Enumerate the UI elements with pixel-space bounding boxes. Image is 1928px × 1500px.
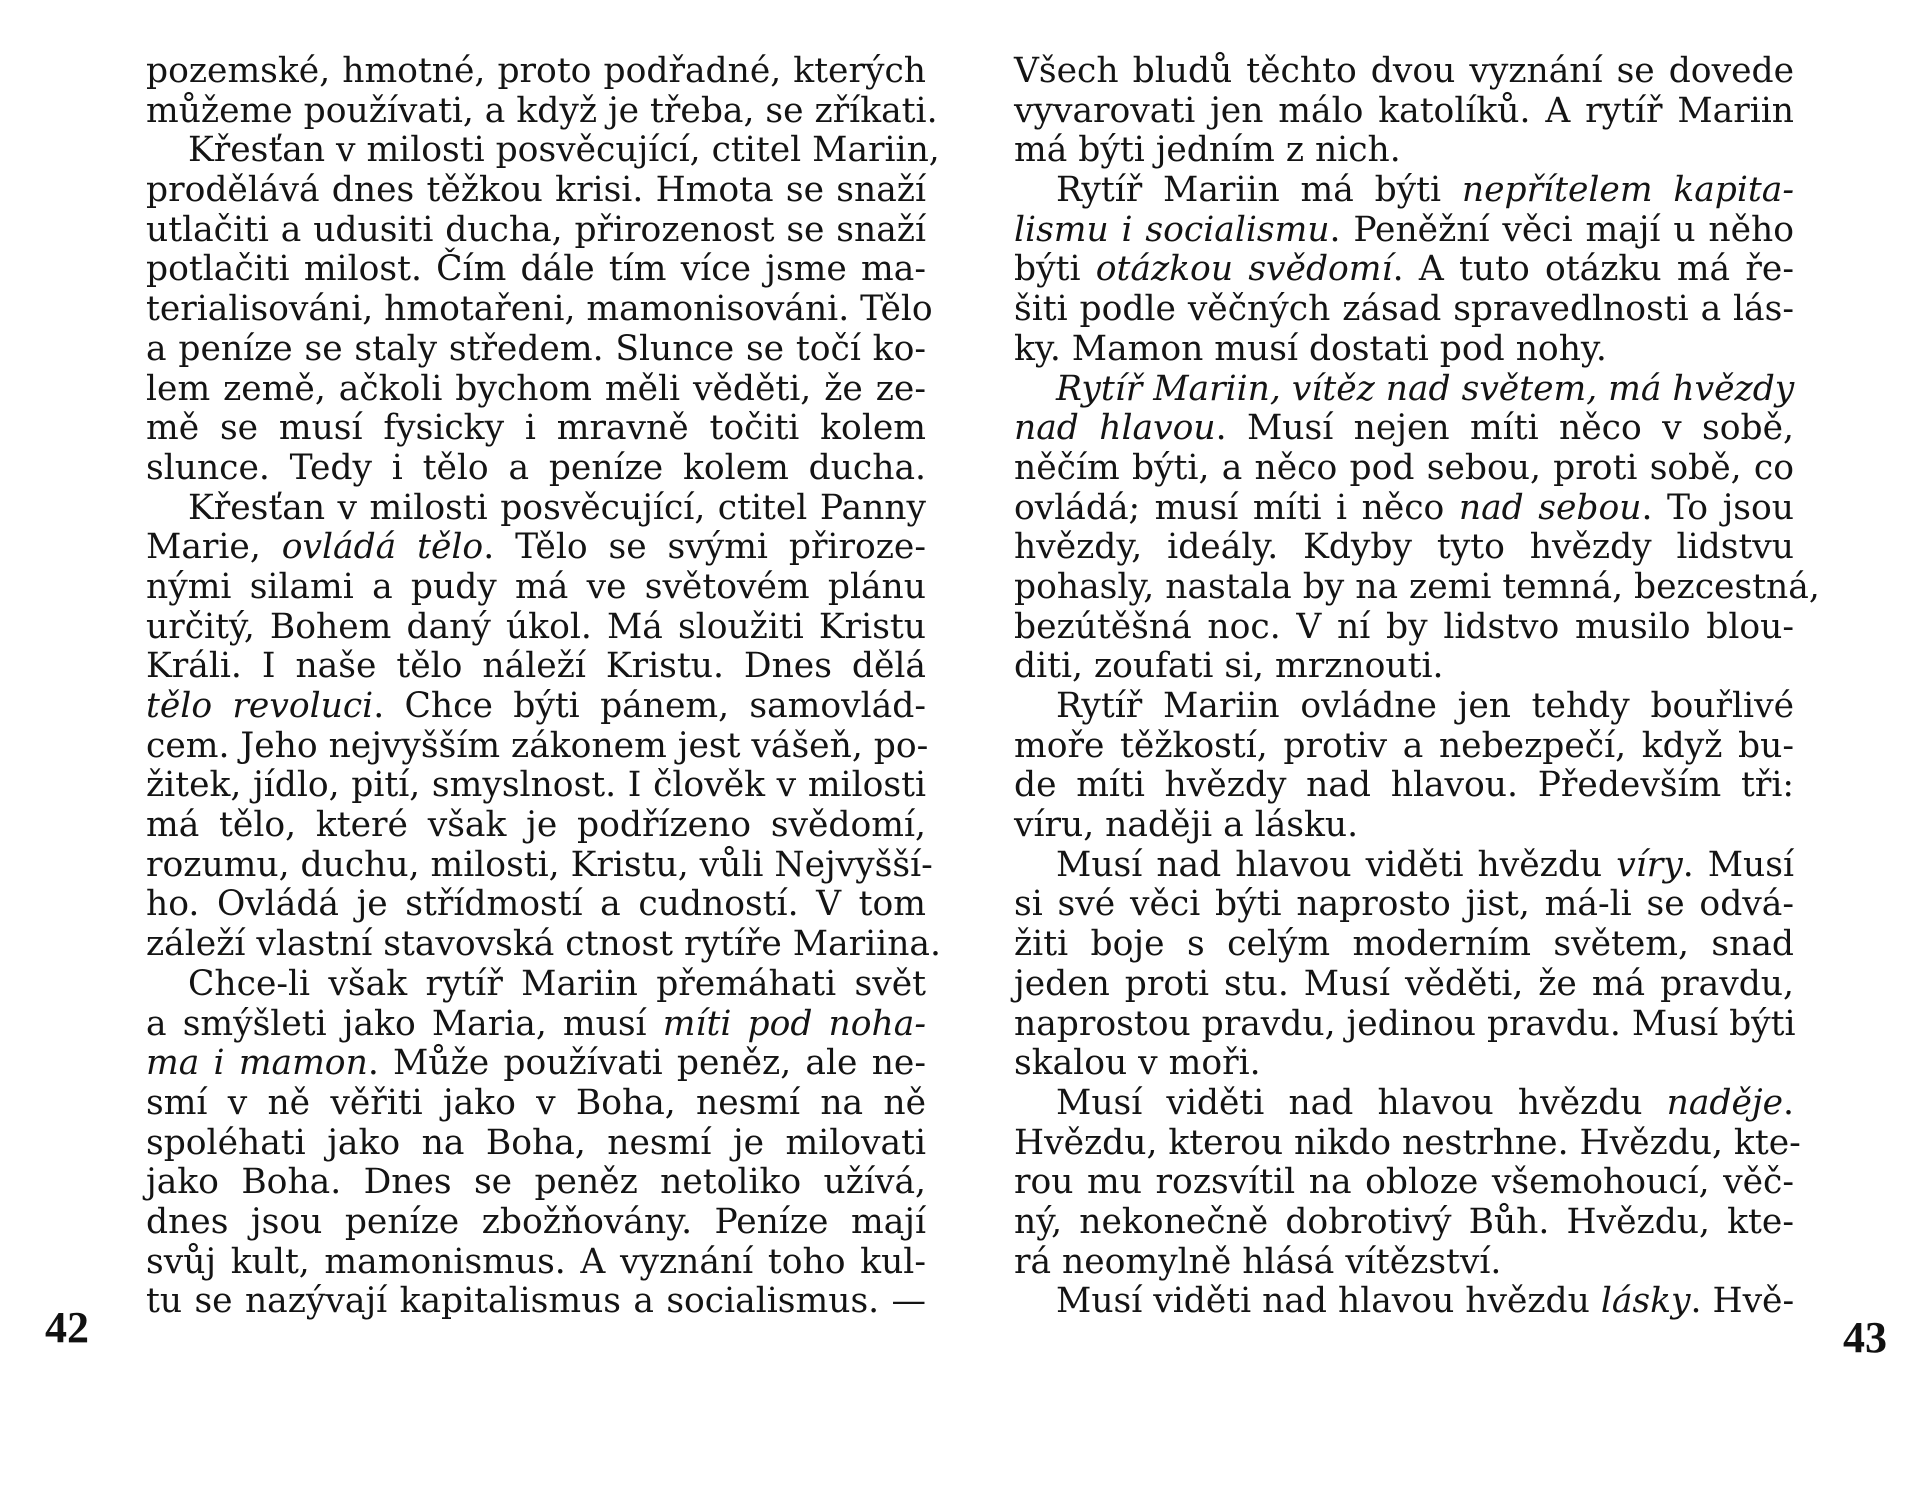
- text-span: Křesťan v milosti posvěcující, ctitel Mariin,: [188, 130, 940, 171]
- text-line: [146, 528, 926, 568]
- text-line: [146, 568, 926, 608]
- text-line: [146, 250, 926, 290]
- text-span: moře těžkostí, protiv a nebezpečí, když bu-: [1014, 725, 1794, 766]
- text-span: žitek, jídlo, pití, smyslnost. I člověk v milosti: [146, 765, 926, 806]
- text-line: [146, 130, 940, 171]
- text-line: [146, 52, 926, 92]
- text-span: hvězdy, ideály. Kdyby tyto hvězdy lidstvu: [1014, 527, 1794, 568]
- text-line: [1014, 566, 1820, 608]
- text-span: pohasly, nastala by na zemi temná, bezcestná,: [1014, 566, 1820, 607]
- text-span: záleží vlastní stavovská ctnost rytíře Mariina.: [146, 924, 941, 965]
- text-line: [146, 489, 926, 529]
- text-span: spoléhati jako na Boha, nesmí je milovati: [146, 1122, 926, 1163]
- text-span: rá neomylně hlásá vítězství.: [1014, 1241, 1502, 1282]
- text-span: utlačiti a udusiti ducha, přirozenost se snaží: [146, 209, 926, 250]
- italic-text: nepřítelem kapita-: [1461, 170, 1795, 211]
- italic-text: nad hlavou: [1014, 408, 1216, 449]
- text-line: [146, 766, 926, 806]
- text-line: [146, 171, 926, 211]
- text-line: [146, 211, 926, 251]
- text-span: Musí viděti nad hlavou hvězdu: [1056, 1082, 1667, 1123]
- text-span: Rytíř Mariin ovládne jen tehdy bouřlivé: [1056, 686, 1794, 726]
- text-span: Chce-li však rytíř Mariin přemáhati svět: [188, 963, 926, 1004]
- text-line: [1014, 489, 1794, 529]
- text-span: . Chce býti pánem, samovlád-: [373, 686, 926, 726]
- text-span: prodělává dnes těžkou krisi. Hmota se snaží: [146, 170, 926, 211]
- text-span: si své věci býti naprosto jist, má-li se odvá-: [1014, 884, 1794, 925]
- text-span: Hvězdu, kterou nikdo nestrhne. Hvězdu, kte-: [1014, 1122, 1801, 1163]
- text-span: nými silami a pudy má ve světovém plánu: [146, 566, 926, 607]
- text-line: [146, 90, 938, 132]
- text-span: víru, naději a lásku.: [1014, 805, 1359, 846]
- text-line: [146, 1282, 926, 1322]
- text-line: [146, 1005, 926, 1045]
- text-span: jeden proti stu. Musí věděti, že má pravdu,: [1014, 963, 1794, 1004]
- text-span: rozumu, duchu, milosti, Kristu, vůli Nejvyšší-: [146, 844, 933, 885]
- text-line: [1014, 1163, 1794, 1203]
- italic-text: víry: [1616, 844, 1683, 885]
- text-span: vyvarovati jen málo katolíků. A rytíř Mariin: [1014, 90, 1794, 131]
- italic-text: tělo revoluci: [146, 686, 374, 726]
- text-line: [1014, 250, 1794, 290]
- text-span: Všech bludů těchto dvou vyznání se dovede: [1014, 51, 1794, 91]
- italic-text: naděje: [1666, 1082, 1784, 1123]
- text-line: [146, 806, 926, 846]
- text-line: [1014, 846, 1794, 886]
- text-line: [1014, 885, 1794, 925]
- text-line: [146, 687, 926, 727]
- text-line: [146, 1243, 926, 1283]
- text-span: skalou v moři.: [1014, 1043, 1261, 1084]
- text-span: . A tuto otázku má ře-: [1392, 249, 1794, 290]
- text-line: [1014, 727, 1794, 767]
- text-line: [1014, 171, 1794, 211]
- text-span: žiti boje s celým moderním světem, snad: [1014, 924, 1794, 965]
- text-line: [1014, 1084, 1794, 1124]
- text-line: [1014, 608, 1794, 648]
- italic-text: Rytíř Mariin, vítěz nad světem, má hvězdy: [1056, 368, 1795, 409]
- text-span: . Může používati peněz, ale ne-: [367, 1043, 926, 1084]
- text-span: Musí viděti nad hlavou hvězdu: [1056, 1281, 1601, 1322]
- text-line: [146, 289, 933, 330]
- text-line: [1014, 806, 1794, 846]
- text-span: .: [1783, 1082, 1794, 1123]
- text-line: [1014, 131, 1794, 171]
- left-page-text: [146, 51, 941, 1322]
- text-span: můžeme používati, a když je třeba, se zříkati.: [146, 90, 938, 131]
- text-span: terialisováni, hmotařeni, mamonisováni. Tělo: [146, 289, 933, 330]
- text-span: má býti jedním z nich.: [1014, 130, 1401, 171]
- text-span: Králi. I naše tělo náleží Kristu. Dnes dělá: [146, 646, 926, 687]
- text-span: . Hvě-: [1690, 1281, 1795, 1322]
- text-span: šiti podle věčných zásad spravedlnosti a lás-: [1014, 289, 1794, 330]
- text-span: ný, nekonečně dobrotivý Bůh. Hvězdu, kte-: [1014, 1201, 1794, 1242]
- text-span: ky. Mamon musí dostati pod nohy.: [1014, 328, 1607, 369]
- text-span: rou mu rozsvítil na obloze všemohoucí, věč-: [1014, 1162, 1794, 1203]
- text-line: [146, 924, 941, 965]
- text-line: [146, 449, 926, 489]
- text-span: dnes jsou peníze zbožňovány. Peníze mají: [146, 1201, 926, 1242]
- text-span: mě se musí fysicky i mravně točiti kolem: [146, 408, 926, 449]
- text-span: ovládá; musí míti i něco: [1014, 487, 1459, 528]
- text-line: [146, 370, 926, 410]
- right-page-text: [1014, 51, 1820, 1322]
- text-span: určitý, Bohem daný úkol. Má sloužiti Kristu: [146, 606, 926, 647]
- italic-text: lismu i socialismu: [1014, 209, 1330, 250]
- text-span: a smýšleti jako Maria, musí: [146, 1003, 663, 1044]
- text-line: [1014, 370, 1794, 410]
- text-line: [146, 1163, 926, 1203]
- text-line: [1014, 1005, 1794, 1045]
- text-line: [146, 1084, 926, 1124]
- text-span: smí v ně věřiti jako v Boha, nesmí na ně: [146, 1082, 926, 1123]
- text-line: [146, 1044, 926, 1084]
- text-line: [1014, 1203, 1794, 1243]
- italic-text: ma i mamon: [146, 1043, 368, 1084]
- text-line: [1014, 1122, 1801, 1164]
- text-span: tu se nazývají kapitalismus a socialismus. —: [146, 1281, 926, 1322]
- text-line: [1014, 52, 1794, 92]
- text-line: [1014, 528, 1794, 568]
- text-span: . Tělo se svými přiroze-: [483, 527, 926, 568]
- text-span: Křesťan v milosti posvěcující, ctitel Panny: [188, 487, 926, 528]
- text-span: . Musí: [1682, 844, 1795, 885]
- text-line: [146, 330, 926, 370]
- text-line: [146, 885, 926, 925]
- text-span: Rytíř Mariin má býti: [1056, 170, 1462, 211]
- text-span: lem země, ačkoli bychom měli věděti, že ze-: [146, 368, 926, 409]
- text-span: potlačiti milost. Čím dále tím více jsme ma-: [146, 249, 926, 290]
- italic-text: otázkou svědomí: [1095, 249, 1393, 290]
- text-span: Musí nad hlavou viděti hvězdu: [1056, 844, 1617, 885]
- italic-text: ovládá tělo: [281, 527, 484, 568]
- text-line: [1014, 330, 1794, 370]
- text-span: . To jsou: [1641, 487, 1794, 528]
- text-line: [146, 965, 926, 1005]
- text-span: slunce. Tedy i tělo a peníze kolem ducha.: [146, 447, 926, 488]
- text-line: [1014, 409, 1794, 449]
- text-line: [146, 1203, 926, 1243]
- text-line: [1014, 1243, 1794, 1283]
- text-line: [1014, 687, 1794, 727]
- italic-text: lásky: [1600, 1281, 1691, 1322]
- text-line: [1014, 290, 1794, 330]
- text-span: . Musí nejen míti něco v sobě,: [1215, 408, 1794, 449]
- text-span: diti, zoufati si, mrznouti.: [1014, 646, 1444, 687]
- text-span: cem. Jeho nejvyšším zákonem jest vášeň, po-: [146, 725, 929, 766]
- text-line: [1014, 1282, 1794, 1322]
- text-span: a peníze se staly středem. Slunce se točí ko-: [146, 328, 926, 369]
- text-line: [1014, 766, 1794, 806]
- text-span: něčím býti, a něco pod sebou, proti sobě, co: [1014, 447, 1794, 488]
- text-span: ho. Ovládá je střídmostí a cudností. V tom: [146, 884, 926, 925]
- text-line: [146, 844, 933, 886]
- text-line: [146, 409, 926, 449]
- italic-text: nad sebou: [1458, 487, 1642, 528]
- text-line: [1014, 92, 1794, 132]
- text-line: [146, 647, 926, 687]
- text-line: [1014, 211, 1794, 251]
- text-line: [1014, 647, 1794, 687]
- text-span: býti: [1014, 249, 1096, 290]
- italic-text: míti pod noha-: [662, 1003, 926, 1044]
- right-page-number: 43: [1843, 1313, 1887, 1362]
- text-line: [1014, 925, 1794, 965]
- text-span: jako Boha. Dnes se peněz netoliko užívá,: [146, 1162, 926, 1203]
- text-span: Marie,: [146, 527, 282, 568]
- text-line: [1014, 1044, 1794, 1084]
- text-span: bezútěšná noc. V ní by lidstvo musilo blou-: [1014, 606, 1794, 647]
- text-span: de míti hvězdy nad hlavou. Především tři:: [1014, 765, 1794, 806]
- left-page-number: 42: [45, 1303, 89, 1352]
- text-line: [146, 725, 929, 767]
- text-span: pozemské, hmotné, proto podřadné, kterých: [146, 51, 926, 91]
- text-span: svůj kult, mamonismus. A vyznání toho kul-: [146, 1241, 926, 1282]
- text-span: naprostou pravdu, jedinou pravdu. Musí býti: [1014, 1003, 1796, 1044]
- text-span: má tělo, které však je podřízeno svědomí,: [146, 805, 926, 846]
- text-line: [146, 1124, 926, 1164]
- text-span: . Peněžní věci mají u něho: [1329, 209, 1795, 250]
- text-line: [1014, 449, 1794, 489]
- text-line: [146, 608, 926, 648]
- text-line: [1014, 965, 1794, 1005]
